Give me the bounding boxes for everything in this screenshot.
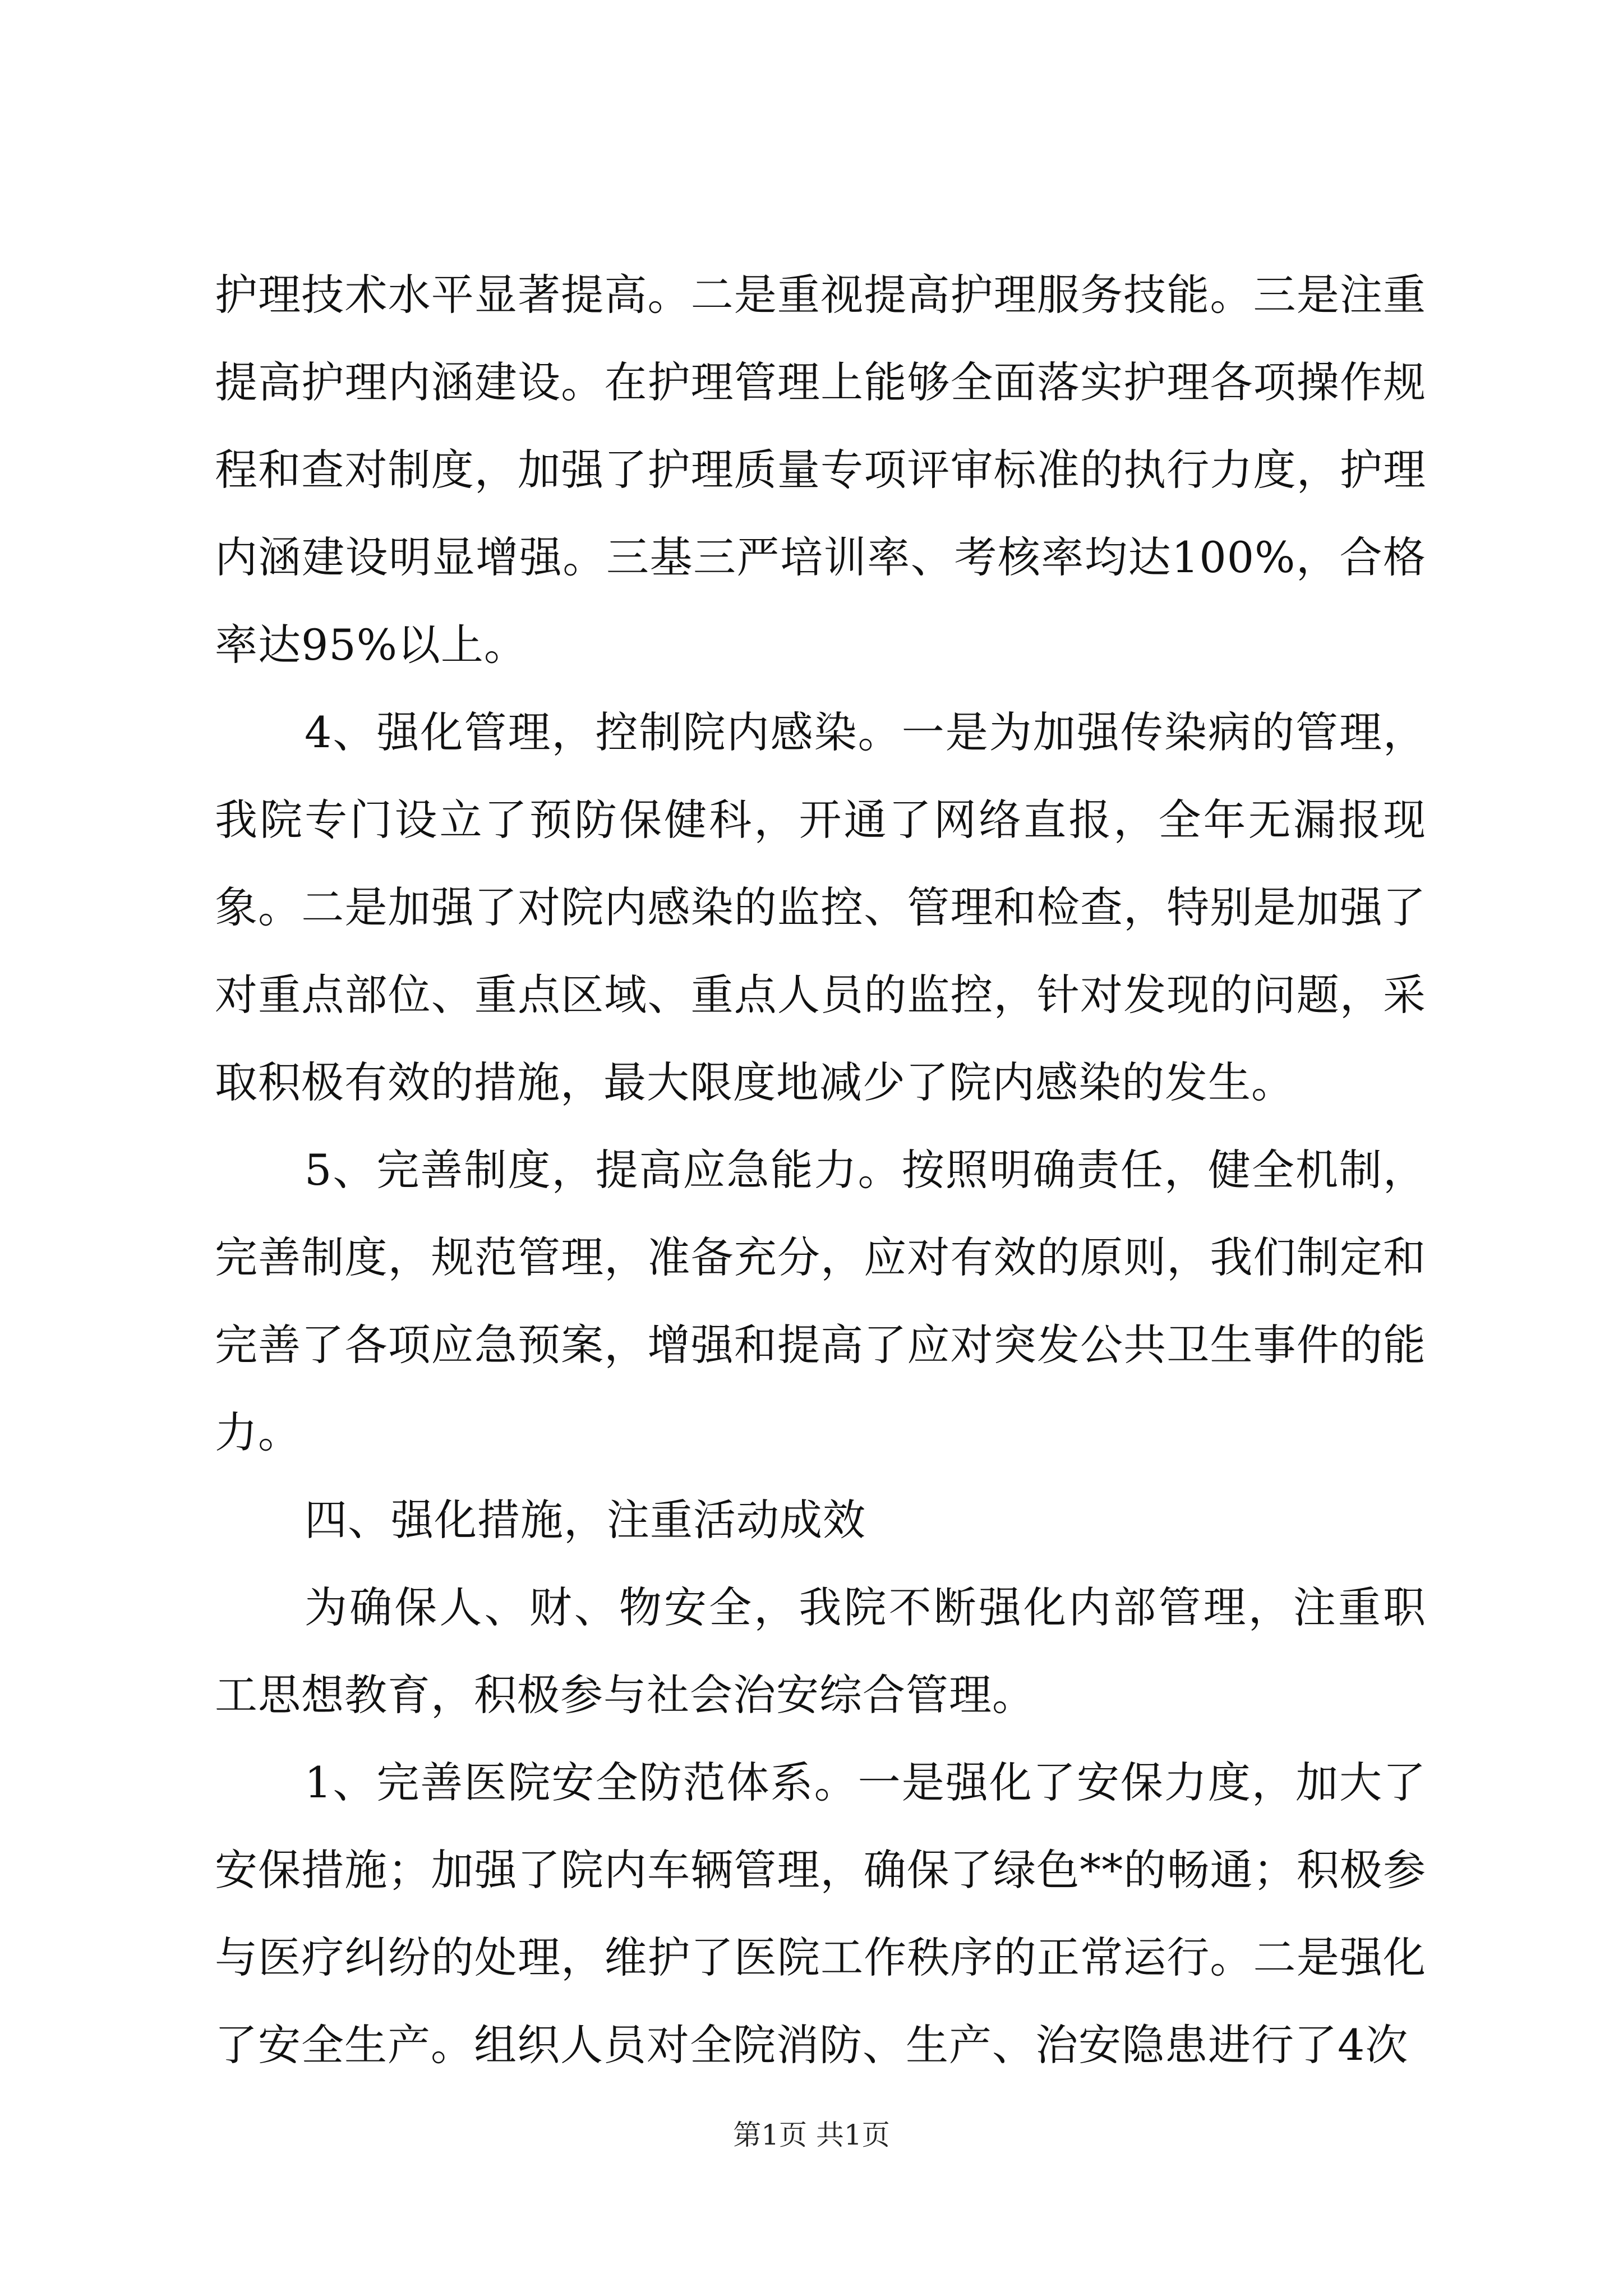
- page-footer: 第1页 共1页: [733, 2119, 890, 2151]
- paragraph-safety-intro: 为确保人、财、物安全，我院不断强化内部管理，注重职工思想教育，积极参与社会治安综合管理。: [215, 1582, 1426, 1720]
- section-heading-measures: 四、强化措施，注重活动成效: [305, 1495, 866, 1545]
- paragraph-infection-control: 4、强化管理，控制院内感染。一是为加强传染病的管理，我院专门设立了预防保健科，开通了网络直报，全年无漏报现象。二是加强了对院内感染的监控、管理和检查，特别是加强了对重点部位、重点区域、重点人员的监控，针对发现的问题，采取积极有效的措施，最大限度地减少了院内感染的发生。: [215, 707, 1426, 1107]
- document-body: [215, 251, 1426, 2089]
- paragraph-nursing-quality: 护理技术水平显著提高。二是重视提高护理服务技能。三是注重提高护理内涵建设。在护理管理上能够全面落实护理各项操作规程和查对制度，加强了护理质量专项评审标准的执行力度，护理内涵建设明显增强。三基三严培训率、考核率均达100%，合格率达95%以上。: [215, 270, 1426, 670]
- paragraph-emergency-capability: 5、完善制度，提高应急能力。按照明确责任，健全机制，完善制度，规范管理，准备充分，应对有效的原则，我们制定和完善了各项应急预案，增强和提高了应对突发公共卫生事件的能力。: [215, 1145, 1426, 1457]
- paragraph-security-system: 1、完善医院安全防范体系。一是强化了安保力度，加大了安保措施；加强了院内车辆管理，确保了绿色**的畅通；积极参与医疗纠纷的处理，维护了医院工作秩序的正常运行。二是强化了安全生产。组织人员对全院消防、生产、治安隐患进行了4次: [215, 1757, 1426, 2070]
